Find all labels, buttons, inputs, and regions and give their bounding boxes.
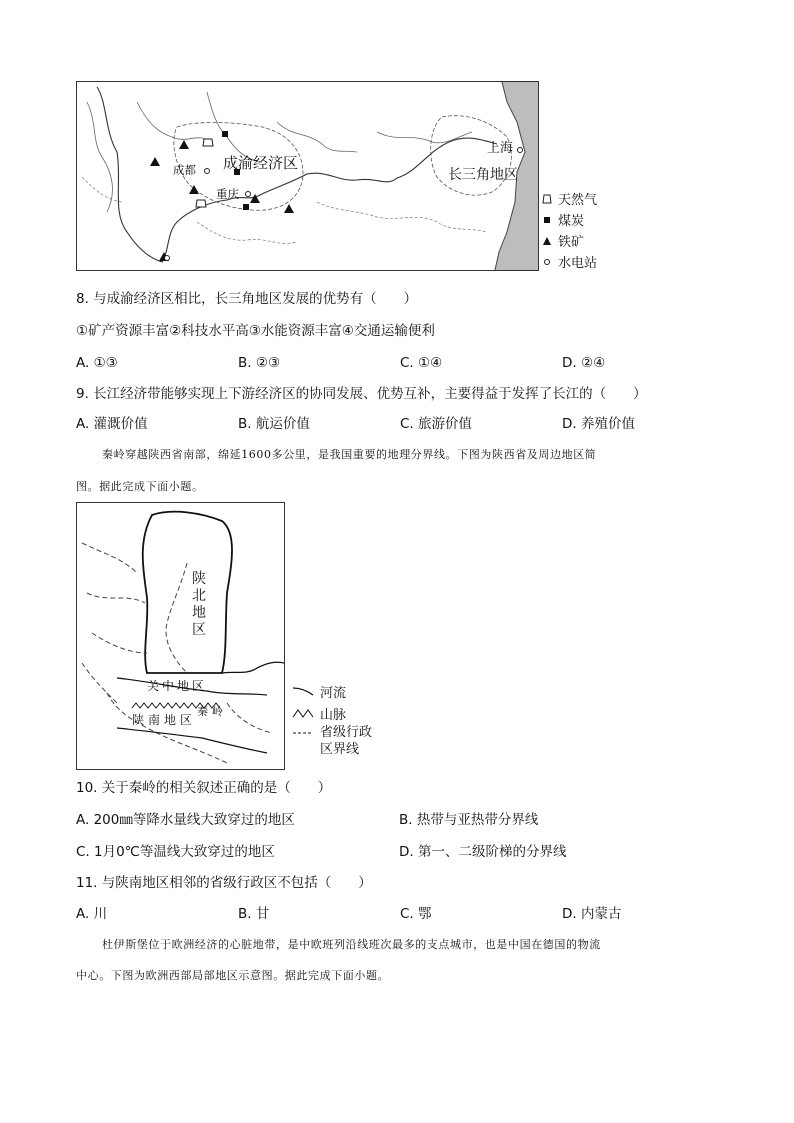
q9-option-b[interactable]: B. 航运价值 — [238, 416, 310, 432]
label-delta-region: 长三角地区 — [448, 167, 518, 183]
q8-option-d[interactable]: D. ②④ — [562, 355, 606, 371]
q8-stem: 8. 与成渝经济区相比，长三角地区发展的优势有（ ） — [76, 291, 418, 307]
legend-item-river: 河流 — [292, 680, 392, 702]
label-chongqing: 重庆 — [216, 187, 239, 201]
shaanbei-boundary — [143, 512, 232, 673]
label-shanghai: 上海 — [487, 141, 514, 156]
q9-option-a[interactable]: A. 灌溉价值 — [76, 416, 148, 432]
hydropower-icon — [542, 257, 552, 267]
iron-ore-icon — [179, 140, 189, 149]
q11-stem: 11. 与陕南地区相邻的省级行政区不包括（ ） — [76, 875, 372, 891]
coal-icon — [243, 204, 249, 210]
q8-option-a[interactable]: A. ①③ — [76, 355, 118, 371]
label-shaanbei: 陕北地区 — [192, 571, 206, 638]
river-icon — [292, 685, 314, 697]
label-shannan: 陕南地区 — [132, 713, 197, 727]
intro-qinling-line1: 秦岭穿越陕西省南部，绵延1600多公里，是我国重要的地理分界线。下图为陕西省及周边地区简 — [102, 448, 597, 461]
q11-option-d[interactable]: D. 内蒙古 — [562, 906, 622, 922]
label-chengdu: 成都 — [173, 163, 196, 177]
q9-stem: 9. 长江经济带能够实现上下游经济区的协同发展、优势互补，主要得益于发挥了长江的（ ） — [76, 386, 647, 402]
label-guanzhong: 关中地区 — [147, 679, 208, 693]
intro-duisburg-line1: 杜伊斯堡位于欧洲经济的心脏地带，是中欧班列沿线班次最多的支点城市，也是中国在德国的物流 — [102, 938, 601, 951]
iron-ore-icon — [189, 185, 199, 194]
q11-option-b[interactable]: B. 甘 — [238, 906, 270, 922]
hydropower-icon — [518, 148, 523, 153]
natural-gas-icon — [203, 139, 213, 146]
hydropower-icon — [246, 192, 251, 197]
q10-option-a[interactable]: A. 200㎜等降水量线大致穿过的地区 — [76, 812, 295, 828]
coal-icon — [222, 131, 228, 137]
q11-option-c[interactable]: C. 鄂 — [400, 906, 432, 922]
label-chengyu-region: 成渝经济区 — [223, 154, 299, 172]
mountain-icon — [292, 707, 314, 719]
river — [222, 662, 284, 673]
q11-option-a[interactable]: A. 川 — [76, 906, 108, 922]
q10-option-b[interactable]: B. 热带与亚热带分界线 — [399, 812, 539, 828]
iron-ore-icon — [284, 204, 294, 213]
provincial-boundaries — [82, 543, 272, 763]
q9-option-d[interactable]: D. 养殖价值 — [562, 416, 635, 432]
q8-option-c[interactable]: C. ①④ — [400, 355, 443, 371]
q8-option-b[interactable]: B. ②③ — [238, 355, 281, 371]
map2-legend — [292, 680, 392, 758]
shaanxi-map-graphic — [77, 503, 284, 769]
legend-item-iron: 铁矿 — [542, 230, 632, 251]
intro-qinling-line2: 图。据此完成下面小题。 — [76, 480, 204, 493]
hanjiang-river — [117, 728, 267, 753]
map-yangtze-economic-belt — [76, 81, 539, 271]
iron-ore-icon — [542, 236, 552, 246]
boundary-icon — [292, 724, 314, 742]
legend-item-natural-gas: 天然气 — [542, 188, 632, 209]
hydropower-icon — [165, 256, 170, 261]
hydropower-icon — [205, 169, 210, 174]
map-shaanxi — [76, 502, 285, 770]
q9-option-c[interactable]: C. 旅游价值 — [400, 416, 473, 432]
provincial-boundaries — [82, 177, 487, 243]
yangtze-river — [97, 87, 497, 262]
legend-item-hydropower: 水电站 — [542, 251, 632, 272]
natural-gas-icon — [196, 200, 206, 207]
label-qinling: 秦岭 — [197, 705, 227, 718]
natural-gas-icon — [542, 194, 552, 204]
map1-legend — [542, 188, 632, 272]
q8-statements: ①矿产资源丰富②科技水平高③水能资源丰富④交通运输便利 — [76, 323, 435, 339]
coal-icon — [542, 215, 552, 225]
legend-item-coal: 煤炭 — [542, 209, 632, 230]
legend-item-boundary: 省级行政区界线 — [292, 724, 392, 758]
intro-duisburg-line2: 中心。下图为欧洲西部局部地区示意图。据此完成下面小题。 — [76, 969, 390, 982]
q10-stem: 10. 关于秦岭的相关叙述正确的是（ ） — [76, 780, 332, 796]
legend-item-mountain: 山脉 — [292, 702, 392, 724]
q10-option-c[interactable]: C. 1月0℃等温线大致穿过的地区 — [76, 844, 275, 860]
iron-ore-icon — [150, 157, 160, 166]
q10-option-d[interactable]: D. 第一、二级阶梯的分界线 — [399, 844, 567, 860]
